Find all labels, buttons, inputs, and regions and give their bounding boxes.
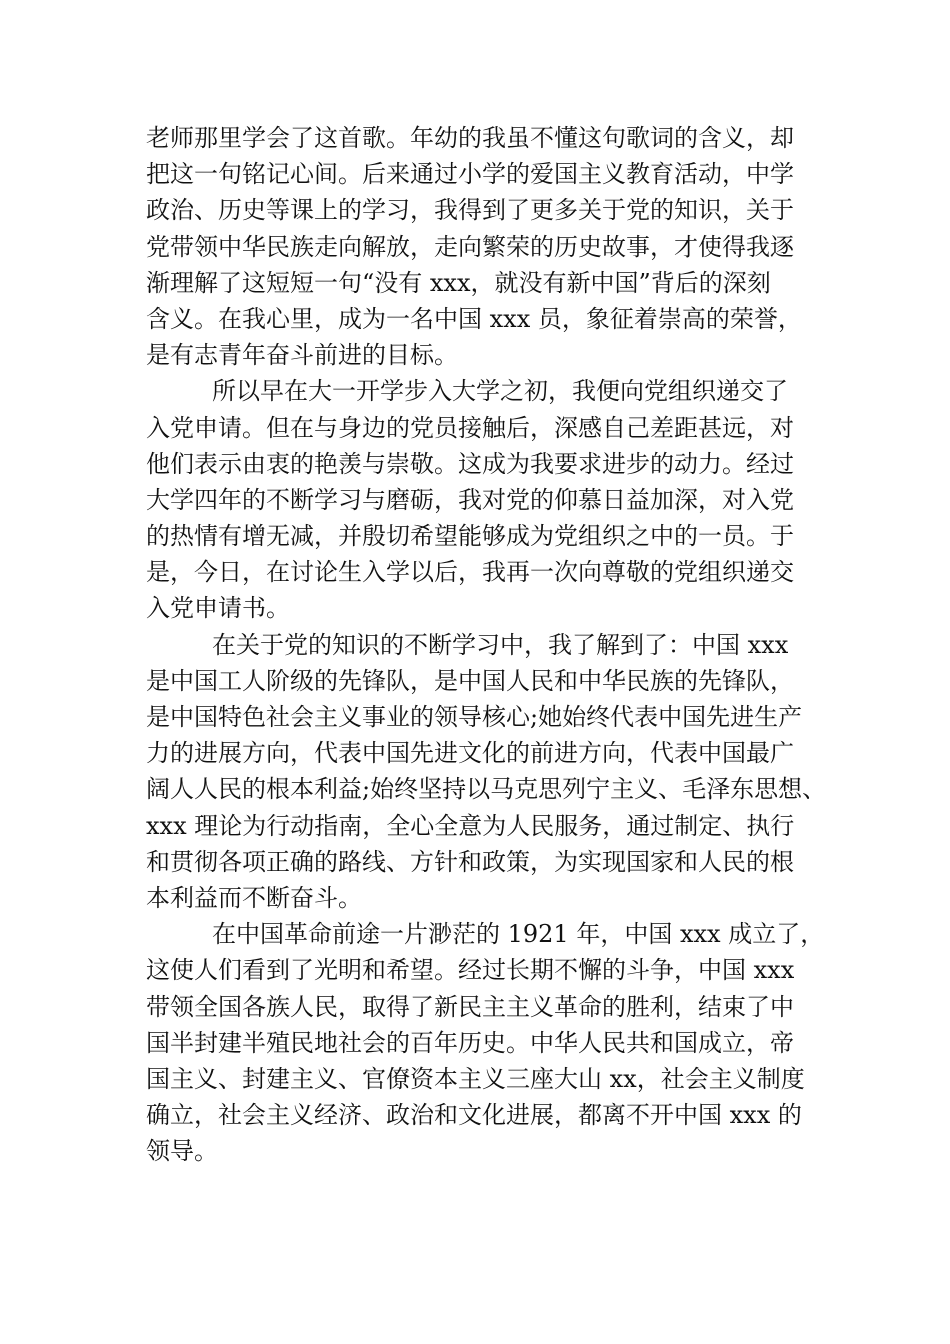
paragraph <box>146 373 826 626</box>
text-line: 是有志青年奋斗前进的目标。 <box>146 341 458 370</box>
text-line: 老师那里学会了这首歌。年幼的我虽不懂这句歌词的含义，却 <box>146 124 794 152</box>
text-line: 在中国革命前途一片渺茫的 1921 年，中国 xxx 成立了， <box>212 920 825 949</box>
text-line: 在关于党的知识的不断学习中，我了解到了：中国 xxx <box>212 630 789 659</box>
text-line: 带领全国各族人民，取得了新民主主义革命的胜利，结束了中 <box>146 992 794 1021</box>
text-line: 确立，社会主义经济、政治和文化进展，都离不开中国 xxx 的 <box>146 1101 802 1130</box>
text-line: 渐理解了这短短一句“没有 xxx，就没有新中国”背后的深刻 <box>146 268 771 297</box>
text-line: 是中国特色社会主义事业的领导核心;她始终代表中国先进生产 <box>146 703 803 731</box>
text-line: 入党申请书。 <box>146 594 290 623</box>
body-text <box>146 120 826 1169</box>
text-line: 入党申请。但在与身边的党员接触后，深感自己差距甚远，对 <box>146 413 794 442</box>
text-line: 国主义、封建主义、官僚资本主义三座大山 xx，社会主义制度 <box>146 1064 805 1093</box>
text-line: 党带领中华民族走向解放，走向繁荣的历史故事，才使得我逐 <box>146 232 794 261</box>
text-line: 所以早在大一开学步入大学之初，我便向党组织递交了 <box>212 377 788 406</box>
text-line: 本利益而不断奋斗。 <box>146 883 362 912</box>
paragraph <box>146 120 826 373</box>
text-line: xxx 理论为行动指南，全心全意为人民服务，通过制定、执行 <box>146 811 795 840</box>
text-line: 政治、历史等课上的学习，我得到了更多关于党的知识，关于 <box>146 196 794 225</box>
text-line: 大学四年的不断学习与磨砺，我对党的仰慕日益加深，对入党 <box>146 485 794 514</box>
text-line: 的热情有增无减，并殷切希望能够成为党组织之中的一员。于 <box>146 522 794 551</box>
paragraph <box>146 916 826 1169</box>
text-line: 国半封建半殖民地社会的百年历史。中华人民共和国成立，帝 <box>146 1028 794 1057</box>
text-line: 力的进展方向，代表中国先进文化的前进方向，代表中国最广 <box>146 739 794 768</box>
text-line: 是，今日，在讨论生入学以后，我再一次向尊敬的党组织递交 <box>146 558 794 587</box>
text-line: 是中国工人阶级的先锋队，是中国人民和中华民族的先锋队， <box>146 666 794 695</box>
text-line: 这使人们看到了光明和希望。经过长期不懈的斗争，中国 xxx <box>146 956 795 985</box>
paragraph <box>146 627 826 917</box>
text-line: 把这一句铭记心间。后来通过小学的爱国主义教育活动，中学 <box>146 160 794 189</box>
text-line: 他们表示由衷的艳羡与崇敬。这成为我要求进步的动力。经过 <box>146 449 794 478</box>
text-line: 领导。 <box>146 1137 218 1166</box>
text-line: 和贯彻各项正确的路线、方针和政策，为实现国家和人民的根 <box>146 847 794 876</box>
text-line: 阔人人民的根本利益;始终坚持以马克思列宁主义、毛泽东思想、 <box>146 775 827 804</box>
text-line: 含义。在我心里，成为一名中国 xxx 员，象征着崇高的荣誉， <box>146 304 802 333</box>
